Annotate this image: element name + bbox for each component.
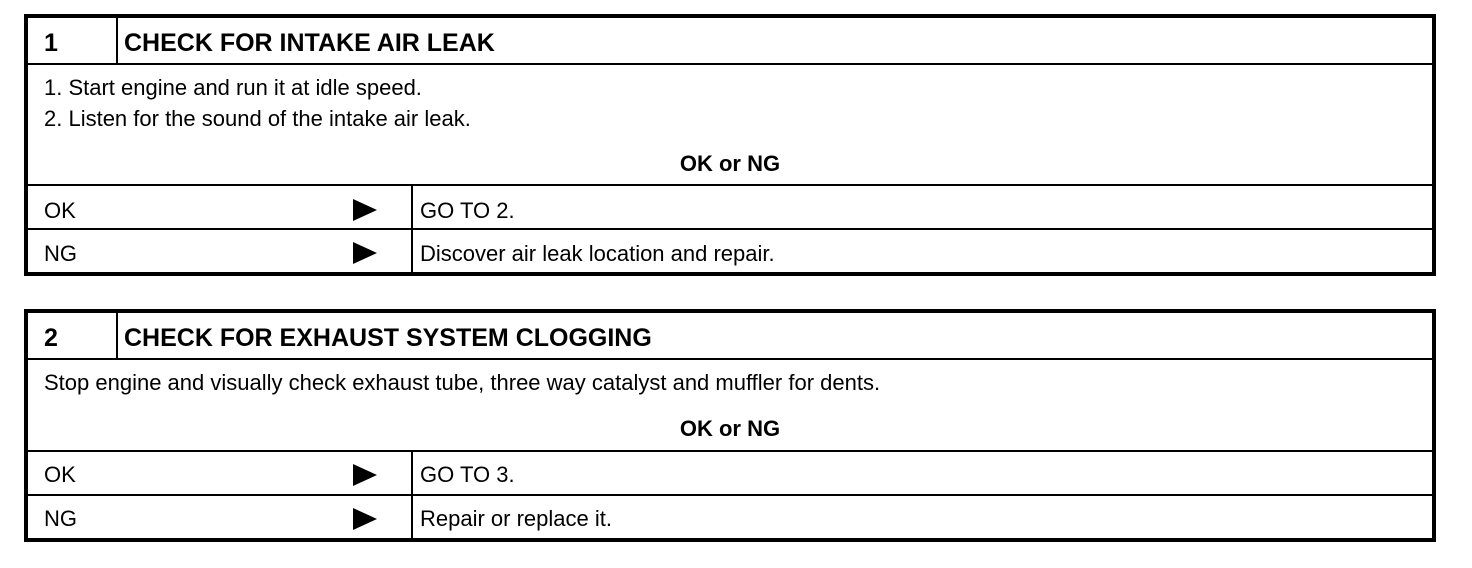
divider	[411, 450, 413, 542]
outcome-action: GO TO 3.	[420, 462, 515, 487]
outcome-action: GO TO 2.	[420, 198, 515, 223]
right-pointer-icon	[353, 508, 377, 530]
divider	[28, 358, 1432, 360]
divider	[411, 184, 413, 276]
divider	[28, 228, 1432, 230]
step-title: CHECK FOR EXHAUST SYSTEM CLOGGING	[124, 324, 652, 352]
divider	[28, 184, 1432, 186]
step-number: 2	[44, 324, 58, 352]
divider	[28, 494, 1432, 496]
divider	[116, 18, 118, 63]
divider	[28, 63, 1432, 65]
result-header: OK or NG	[679, 416, 781, 441]
step-2-box	[24, 309, 1436, 542]
right-pointer-icon	[353, 242, 377, 264]
outcome-result: NG	[44, 241, 77, 266]
instruction-line: 1. Start engine and run it at idle speed.	[44, 75, 422, 100]
divider	[28, 450, 1432, 452]
instruction-line: Stop engine and visually check exhaust tube, three way catalyst and muffler for dents.	[44, 370, 881, 395]
outcome-action: Repair or replace it.	[420, 506, 612, 531]
step-1-box	[24, 14, 1436, 276]
outcome-result: OK	[44, 198, 76, 223]
divider	[116, 313, 118, 358]
outcome-result: NG	[44, 506, 77, 531]
step-title: CHECK FOR INTAKE AIR LEAK	[124, 29, 495, 57]
right-pointer-icon	[353, 199, 377, 221]
result-header: OK or NG	[679, 151, 781, 176]
outcome-result: OK	[44, 462, 76, 487]
instruction-line: 2. Listen for the sound of the intake air leak.	[44, 106, 471, 131]
step-number: 1	[44, 29, 58, 57]
right-pointer-icon	[353, 464, 377, 486]
outcome-action: Discover air leak location and repair.	[420, 241, 775, 266]
